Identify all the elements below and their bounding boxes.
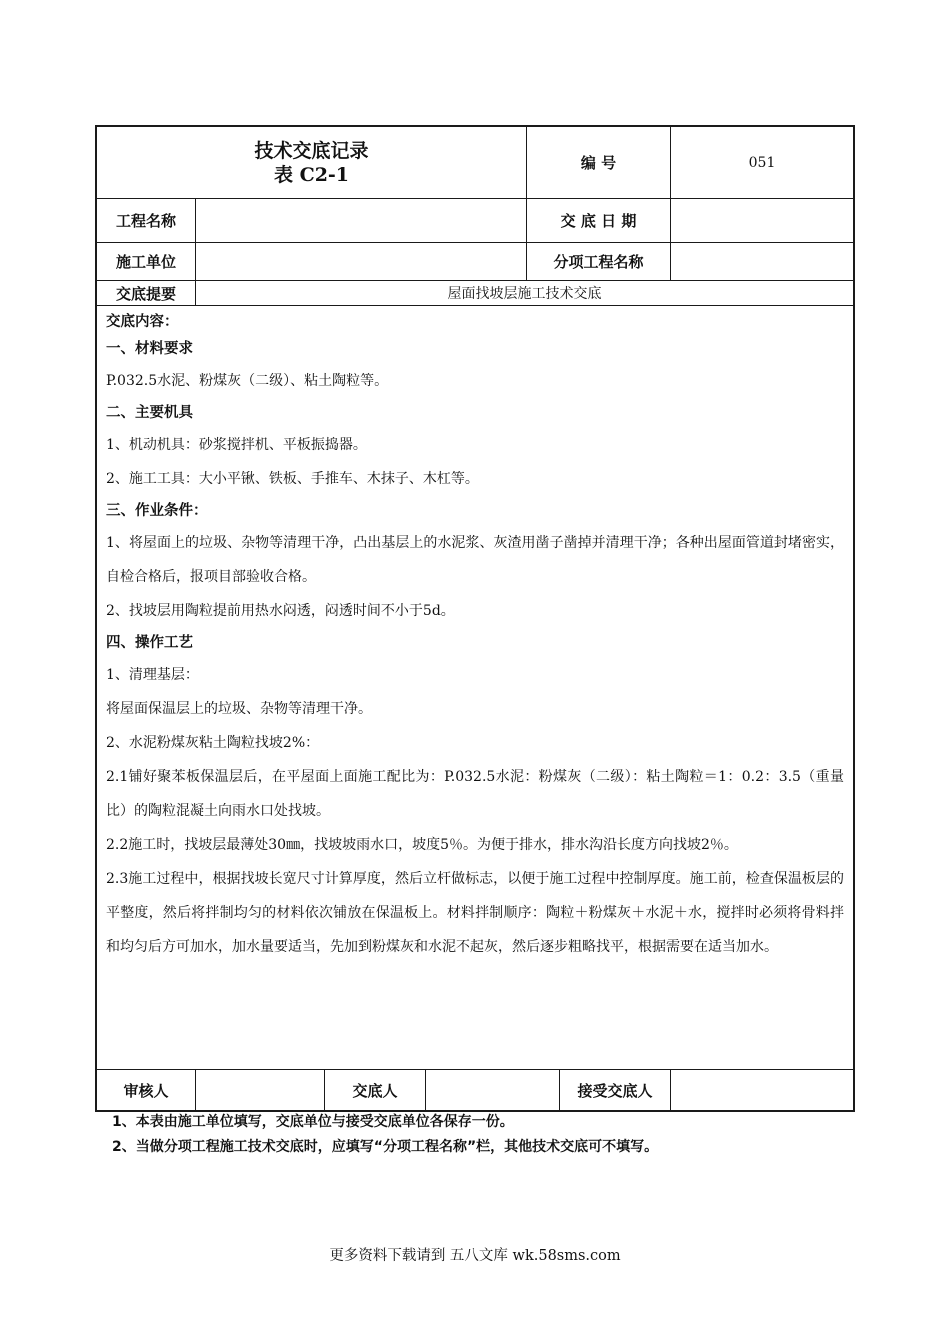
number-label: 编 号 <box>527 127 671 198</box>
content-paragraph: 1、机动机具：砂浆搅拌机、平板振捣器。 <box>106 437 367 453</box>
sub-project-label: 分项工程名称 <box>527 243 671 280</box>
content-paragraph: 2、水泥粉煤灰粘土陶粒找坡2%： <box>106 735 320 751</box>
content-items <box>106 334 844 964</box>
content-label: 交底内容： <box>106 314 179 330</box>
discloser-field[interactable] <box>426 1070 560 1110</box>
header-row <box>97 127 853 199</box>
construction-unit-field[interactable] <box>196 243 527 280</box>
form-title-cell <box>97 127 527 198</box>
disclosure-content <box>97 306 853 1070</box>
section-heading: 三、作业条件： <box>106 503 208 519</box>
content-paragraph: 2、找坡层用陶粒提前用热水闷透，闷透时间不小于5d。 <box>106 603 455 619</box>
section-heading: 四、操作工艺 <box>106 635 193 651</box>
content-paragraph: 1、清理基层： <box>106 667 199 683</box>
note-item: 1、本表由施工单位填写，交底单位与接受交底单位各保存一份。 <box>112 1114 514 1130</box>
form-code: 表 C2-1 <box>273 163 350 186</box>
summary-value: 屋面找坡层施工技术交底 <box>447 286 602 302</box>
disclosure-date-label: 交 底 日 期 <box>527 199 671 242</box>
number-value: 051 <box>748 154 776 171</box>
construction-unit-label: 施工单位 <box>97 243 196 280</box>
sub-project-field[interactable] <box>671 243 853 280</box>
receiver-label: 接受交底人 <box>560 1070 671 1110</box>
project-name-field[interactable] <box>196 199 527 242</box>
technical-disclosure-form <box>95 125 855 1112</box>
disclosure-date-field[interactable] <box>671 199 853 242</box>
reviewer-label: 审核人 <box>97 1070 196 1110</box>
content-paragraph: 2.2施工时，找坡层最薄处30㎜，找坡坡雨水口，坡度5％。为便于排水，排水沟沿长度方向找坡2％。 <box>106 837 738 853</box>
summary-label: 交底提要 <box>97 281 196 305</box>
project-name-label: 工程名称 <box>97 199 196 242</box>
content-paragraph: 1、将屋面上的垃圾、杂物等清理干净，凸出基层上的水泥浆、灰渣用凿子凿掉并清理干净；各种出屋面管道封堵密实，自检合格后，报项目部验收合格。 <box>106 535 844 585</box>
content-paragraph: 2.1铺好聚苯板保温层后，在平屋面上面施工配比为：P.032.5水泥：粉煤灰（二级）：粘土陶粒＝1：0.2：3.5（重量比）的陶粒混凝土向雨水口处找坡。 <box>106 769 844 819</box>
unit-row <box>97 243 853 281</box>
reviewer-field[interactable] <box>196 1070 325 1110</box>
note-item: 2、当做分项工程施工技术交底时，应填写“分项工程名称”栏，其他技术交底可不填写。 <box>112 1139 659 1155</box>
section-heading: 一、材料要求 <box>106 341 193 357</box>
project-row <box>97 199 853 243</box>
receiver-field[interactable] <box>671 1070 853 1110</box>
content-paragraph: 2、施工工具：大小平锹、铁板、手推车、木抹子、木杠等。 <box>106 471 479 487</box>
footer-download-note: 更多资料下载请到 五八文库 wk.58sms.com <box>329 1248 621 1264</box>
discloser-label: 交底人 <box>325 1070 426 1110</box>
section-heading: 二、主要机具 <box>106 405 193 421</box>
summary-row <box>97 281 853 306</box>
content-paragraph: P.032.5水泥、粉煤灰（二级）、粘土陶粒等。 <box>106 373 389 389</box>
form-title: 技术交底记录 <box>254 139 369 162</box>
content-paragraph: 2.3施工过程中，根据找坡长宽尺寸计算厚度，然后立杆做标志，以便于施工过程中控制厚度。施工前，检查保温板层的平整度，然后将拌制均匀的材料依次铺放在保温板上。材料拌制顺序：陶粒＋粉煤灰＋水泥＋水，搅拌时必须将骨料拌和均匀后方可加水，加水量要适当，先加到粉煤灰和水泥不起灰，然后逐步粗略找平，根据需要在适当加水。 <box>106 871 844 955</box>
form-notes <box>112 1110 852 1160</box>
content-paragraph: 将屋面保温层上的垃圾、杂物等清理干净。 <box>106 701 372 717</box>
signature-row <box>97 1070 853 1110</box>
